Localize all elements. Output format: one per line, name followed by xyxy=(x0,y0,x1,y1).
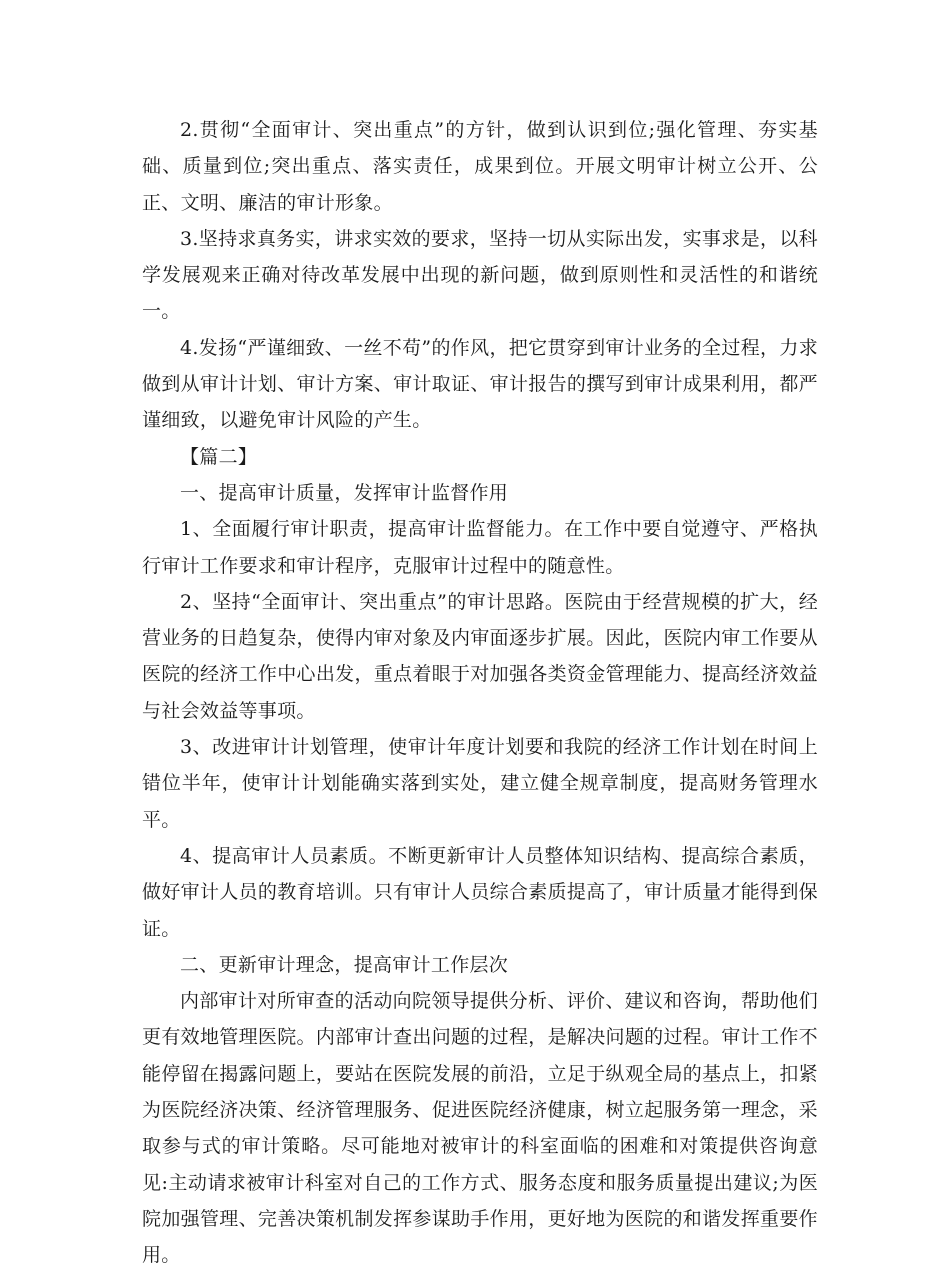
paragraph-point-4: 4.发扬“严谨细致、一丝不苟”的作风，把它贯穿到审计业务的全过程，力求做到从审计计划、审计方案、审计取证、审计报告的撰写到审计成果利用，都严谨细致，以避免审计风险的产生。 xyxy=(142,336,818,432)
paragraph-item-2: 2、坚持“全面审计、突出重点”的审计思路。医院由于经营规模的扩大，经营业务的日趋复杂，使得内审对象及内审面逐步扩展。因此，医院内审工作要从医院的经济工作中心出发，重点着眼于对加强各类资金管理能力、提高经济效益与社会效益等事项。 xyxy=(142,590,818,722)
paragraph-point-2: 2.贯彻“全面审计、突出重点”的方针，做到认识到位;强化管理、夯实基础、质量到位;突出重点、落实责任，成果到位。开展文明审计树立公开、公正、文明、廉洁的审计形象。 xyxy=(142,119,818,214)
section-heading-one: 一、提高审计质量，发挥审计监督作用 xyxy=(180,481,509,504)
document-body xyxy=(142,112,818,1274)
paragraph-item-4: 4、提高审计人员素质。不断更新审计人员整体知识结构、提高综合素质，做好审计人员的教育培训。只有审计人员综合素质提高了，审计质量才能得到保证。 xyxy=(142,844,818,940)
paragraph-item-3: 3、改进审计计划管理，使审计年度计划要和我院的经济工作计划在时间上错位半年，使审计计划能确实落到实处，建立健全规章制度，提高财务管理水平。 xyxy=(142,736,818,831)
section-heading-two: 二、更新审计理念，提高审计工作层次 xyxy=(180,953,509,976)
paragraph-point-3: 3.坚持求真务实，讲求实效的要求，坚持一切从实际出发，实事求是，以科学发展观来正确对待改革发展中出现的新问题，做到原则性和灵活性的和谐统一。 xyxy=(142,227,818,323)
paragraph-internal-audit: 内部审计对所审查的活动向院领导提供分析、评价、建议和咨询，帮助他们更有效地管理医院。内部审计查出问题的过程，是解决问题的过程。审计工作不能停留在揭露问题上，要站在医院发展的前沿，立足于纵观全局的基点上，扣紧为医院经济决策、经济管理服务、促进医院经济健康，树立起服务第一理念，采取参与式的审计策略。尽可能地对被审计的科室面临的困难和对策提供咨询意见:主动请求被审计科室对自己的工作方式、服务态度和服务质量提出建议;为医院加强管理、完善决策机制发挥参谋助手作用，更好地为医院的和谐发挥重要作用。 xyxy=(142,990,818,1267)
section-heading-part-two: 【篇二】 xyxy=(180,445,258,468)
paragraph-item-1: 1、全面履行审计职责，提高审计监督能力。在工作中要自觉遵守、严格执行审计工作要求和审计程序，克服审计过程中的随意性。 xyxy=(142,518,818,577)
